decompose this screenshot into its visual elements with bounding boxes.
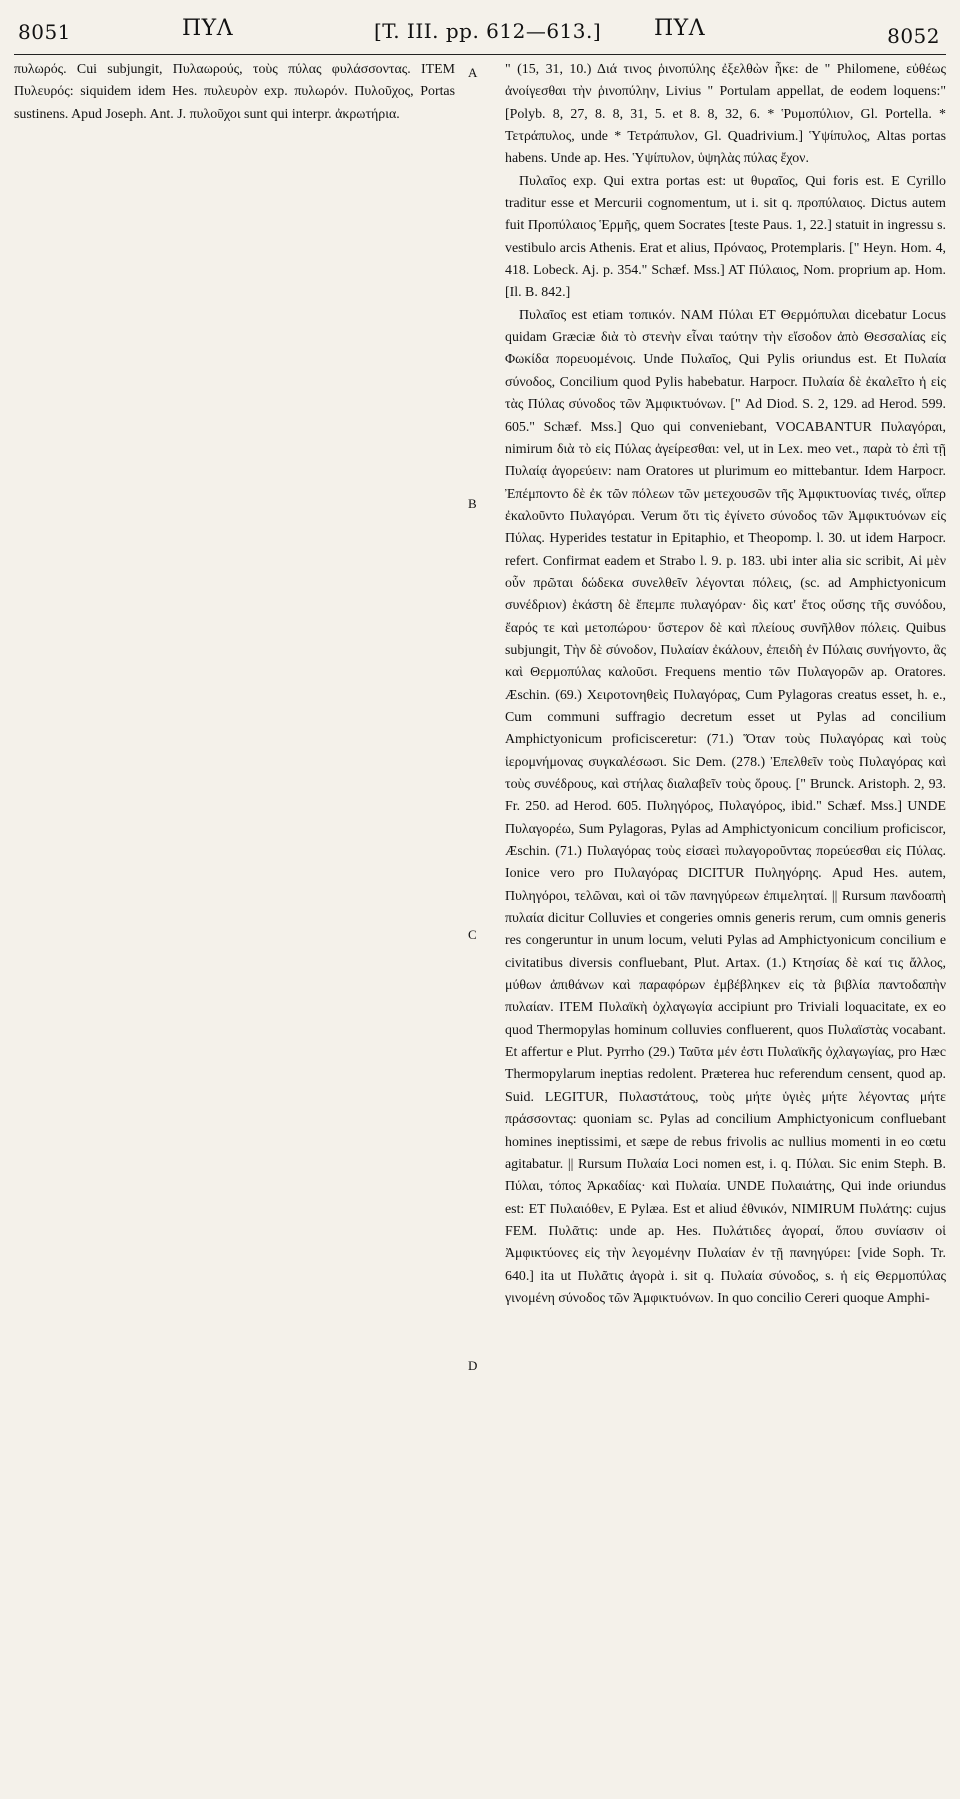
two-column-body [14,59,946,1373]
margin-letter-b: B [468,496,477,511]
running-header [14,10,946,55]
margin-letter-a: A [468,65,478,80]
right-column [505,59,946,1310]
margin-letter-c: C [468,927,477,942]
right-page-number: 8052 [887,24,940,48]
left-paragraph: πυλωρός. Cui subjungit, Πυλαωρούς, τοὺς πύλας φυλάσσοντας. ITEM Πυλευρός: siquidem idem Hes. πυλευρὸν exp. πυλωρόν. Πυλοῦχος, Portas sustinens. Apud Joseph. Ant. J. πυλοῦχοι sunt qui interpr. ἀκρωτήρια. [14,62,455,122]
volume-reference: [T. III. pp. 612—613.] [374,19,602,43]
column-gutter [460,59,484,1799]
left-headword: ΠΥΛ [182,16,234,41]
left-page-number: 8051 [18,20,71,44]
left-column [14,59,455,1310]
right-paragraph: Πυλαῖος exp. Qui extra portas est: ut θυραῖος, Qui foris est. E Cyrillo traditur esse et Mercurii cognomentum, ut i. sit q. προπύλαιος. Dictus autem fuit Προπύλαιος Ἑρμῆς, quem Socrates [teste Paus. 1, 22.] statuit in ingressu s. vestibulo arcis Athenis. Erat et alius, Πρόναος, Protemplaris. [" Heyn. Hom. 4, 418. Lobeck. Aj. p. 354." Schæf. Mss.] AT Πύλαιος, Nom. proprium ap. Hom. [Il. B. 842.] [505,173,946,301]
right-headword: ΠΥΛ [654,16,706,41]
right-paragraph: Πυλαῖος est etiam τοπικόν. NAM Πύλαι ET Θερμόπυλαι dicebatur Locus quidam Græciæ διὰ τὸ στενὴν εἶναι ταύτην τὴν εἴσοδον ἀπὸ Θεσσαλίας εἰς Φωκίδα πορευομένοις. Unde Πυλαῖος, Qui Pylis oriundus est. Et Πυλαία σύνοδος, Concilium quod Pylis habebatur. Harpocr. Πυλαία δὲ ἐκαλεῖτο ἡ εἰς τὰς Πύλας σύνοδος τῶν Ἀμφικτυόνων. [" Ad Diod. S. 2, 129. ad Herod. 599. 605." Schæf. Mss.] Quo qui conveniebant, VOCABANTUR Πυλαγόραι, nimirum διὰ τὸ εἰς Πύλας ἀγείρεσθαι: vel, ut in Lex. meo vet., παρὰ τὸ ἐπὶ τῇ Πυλαίᾳ ἀγορεύειν: nam Oratores ut plurimum eo mittebantur. Idem Harpocr. Ἐπέμποντο δὲ ἐκ τῶν πόλεων τῶν μετεχουσῶν τῆς Ἀμφικτυονίας τινές, οἵπερ ἐκαλοῦντο Πυλαγόραι. Verum ὅτι τὶς ἐγίνετο σύνοδος τῶν Ἀμφικτυόνων εἰς Πύλας. Hyperides testatur in Epitaphio, et Theopomp. l. 30. ut idem Harpocr. refert. Confirmat eadem et Strabo l. 9. p. 183. ubi inter alia sic scribit, Αἱ μὲν οὖν πρῶται δώδεκα συνελθεῖν λέγονται πόλεις, (sc. ad Amphictyonicum συνέδριον) ἑκάστη δὲ ἔπεμπε πυλαγόραν· δὶς κατ' ἔτος οὔσης τῆς συνόδου, ἔαρός τε καὶ μετοπώρου· ὕστερον δὲ καὶ πλείους συνῆλθον πόλεις. Quibus subjungit, Τὴν δὲ σύνοδον, Πυλαίαν ἐκάλουν, ἐπειδὴ ἐν Πύλαις συνήγοντο, ἃς καὶ Θερμοπύλας καλοῦσι. Frequens mentio τῶν Πυλαγορῶν ap. Oratores. Æschin. (69.) Χειροτονηθεὶς Πυλαγόρας, Cum Pylagoras creatus esset, h. e., Cum communi suffragio decretum esset ut Pylas ad concilium Amphictyonicum proficisceretur: (71.) Ὅταν τοὺς Πυλαγόρας καὶ τοὺς ἱερομνήμονας συγκαλέσωσι. Sic Dem. (278.) Ἐπελθεῖν τοὺς Πυλαγόρας καὶ τοὺς συνέδρους, καὶ στήλας διαλαβεῖν τοὺς ὅρους. [" Brunck. Aristoph. 2, 93. Fr. 250. ad Herod. 605. Πυληγόρος, Πυλαγόρος, ibid." Schæf. Mss.] UNDE Πυλαγορέω, Sum Pylagoras, Pylas ad Amphictyonicum concilium proficiscor, Æschin. (71.) Πυλαγόρας τοὺς εἰσαεὶ πυλαγοροῦντας πορεύεσθαι εἰς Πύλας. Ionice vero pro Πυλαγόρας DICITUR Πυληγόρης. Apud Hes. autem, Πυληγόροι, τελῶναι, καὶ οἱ τῶν πανηγύρεων ἐπιμεληταί. || Rursum πανδοαπὴ πυλαία dicitur Colluvies et congeries omnis generis rerum, cum omnis generis res congeruntur in unum locum, veluti Pylas ad Amphictyonicum concilium e civitatibus diversis confluebant, Plut. Artax. (1.) Κτησίας δὲ καί τις ἄλλος, μύθων ἀπιθάνων καὶ παραφόρων ἐμβέβληκεν εἰς τὰ βιβλία παντοδαπὴν πυλαίαν. ITEM Πυλαϊκὴ ὀχλαγωγία accipiunt pro Triviali loquacitate, ex eo quod Thermopylas hominum colluvies confluerent, quos Πυλαϊστὰς vocabant. Et affertur e Plut. Pyrrho (29.) Ταῦτα μέν ἐστι Πυλαϊκῆς ὀχλαγωγίας, pro Hæc Thermopylarum ineptias redolent. Præterea huc referendum censent, quod ap. Suid. LEGITUR, Πυλαστάτους, τοὺς μήτε ὑγιὲς μήτε λέγοντας μήτε πράσσοντας: quoniam sc. Pylas ad concilium Amphictyonicum confluebant homines ineptissimi, et sæpe de rebus frivolis ac nullius momenti in eo cœtu agitabatur. || Rursum Πυλαία Loci nomen est, i. q. Πύλαι. Sic enim Steph. B. Πύλαι, τόπος Ἀρκαδίας· καὶ Πυλαία. UNDE Πυλαιάτης, Qui inde oriundus est: ET Πυλαιόθεν, E Pylæa. Est et aliud ἐθνικόν, NIMIRUM Πυλάτης: cujus FEM. Πυλᾶτις: unde ap. Hes. Πυλάτιδες ἀγοραί, ὅπου συνίασιν οἱ Ἀμφικτύονες εἰς τὴν λεγομένην Πυλαίαν ἐν τῇ πανηγύρει: [vide Soph. Tr. 640.] ita ut Πυλᾶτις ἀγορὰ i. sit q. Πυλαία σύνοδος, s. ἡ εἰς Θερμοπύλας γινομένη σύνοδος τῶν Ἀμφικτυόνων. In quo concilio Cereri quoque Amphi- [505,307,946,1306]
right-paragraph: " (15, 31, 10.) Διά τινος ῥινοπύλης ἐξελθὼν ἧκε: de " Philomene, εὐθέως ἀνοίγεσθαι τὴν ῥινοπύλην, Livius " Portulam appellat, de eodem loquens:" [Polyb. 8, 27, 8. 8, 31, 5. et 8. 8, 32, 6. * Ῥυμοπύλιον, Gl. Portella. * Τετράπυλος, unde * Τετράπυλον, Gl. Quadrivium.] Ὑψίπυλος, Altas portas habens. Unde ap. Hes. Ὑψίπυλον, ὑψηλὰς πύλας ἔχον. [505,62,946,167]
margin-letter-d: D [468,1358,478,1373]
